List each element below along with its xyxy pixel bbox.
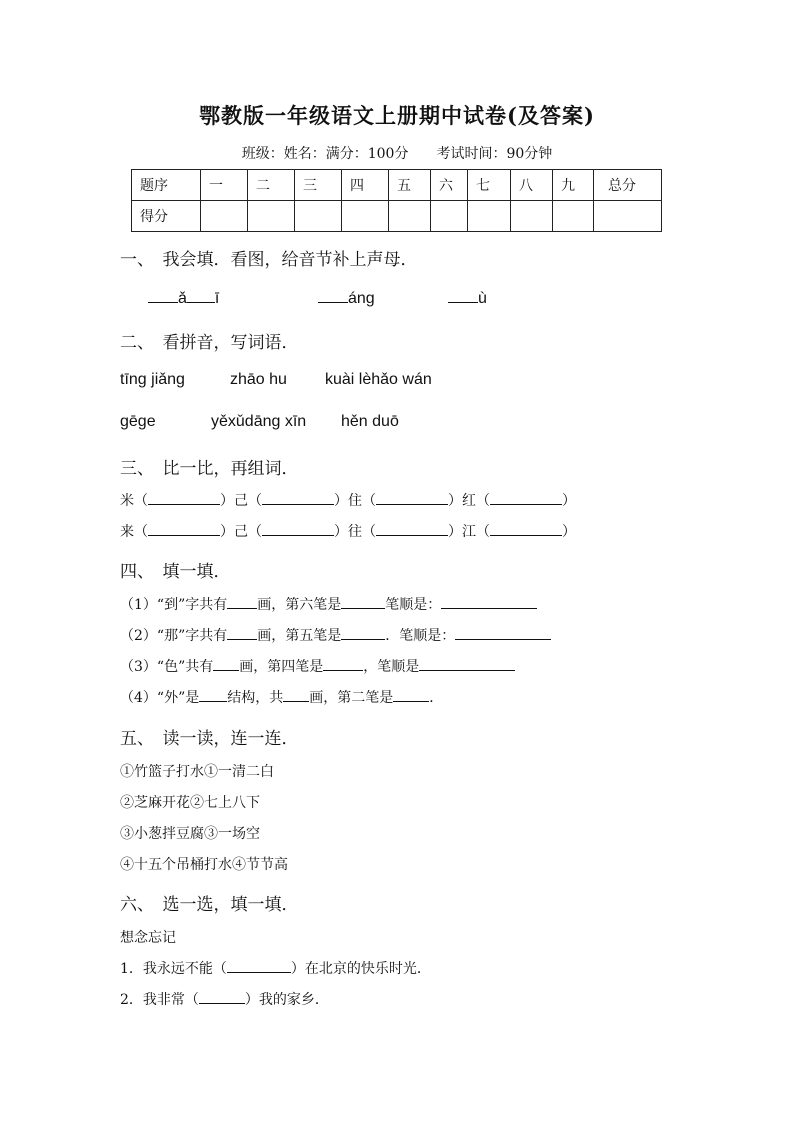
- answer-blank[interactable]: [213, 656, 239, 671]
- match-line: ③小葱拌豆腐③一场空: [120, 826, 260, 842]
- header-cell: 四: [342, 170, 389, 201]
- header-cell: 一: [201, 170, 248, 201]
- section-5-heading: 五、 读一读，连一连．: [120, 729, 299, 749]
- answer-blank[interactable]: [376, 490, 448, 505]
- answer-blank[interactable]: [448, 288, 478, 303]
- match-line: ④十五个吊桶打水④节节高: [120, 857, 288, 873]
- answer-blank[interactable]: [148, 521, 220, 536]
- answer-blank[interactable]: [341, 594, 385, 609]
- answer-blank[interactable]: [455, 625, 551, 640]
- answer-blank[interactable]: [227, 594, 257, 609]
- answer-blank[interactable]: [199, 687, 227, 702]
- header-cell: 六: [431, 170, 468, 201]
- section-1-item: áng: [318, 288, 375, 308]
- fill-line: （1）“到”字共有 画，第六笔是 笔顺是：: [120, 594, 537, 614]
- score-cell[interactable]: [389, 201, 431, 232]
- answer-blank[interactable]: [187, 288, 215, 303]
- answer-blank[interactable]: [148, 288, 178, 303]
- exam-info: 班级：姓名：满分：100分 考试时间：90分钟: [241, 146, 553, 162]
- score-cell[interactable]: [431, 201, 468, 232]
- section-1-item: ǎ ī: [148, 288, 219, 308]
- page-title: 鄂教版一年级语文上册期中试卷(及答案): [199, 103, 595, 128]
- answer-blank[interactable]: [148, 490, 220, 505]
- header-cell: 五: [389, 170, 431, 201]
- score-cell[interactable]: [553, 201, 594, 232]
- answer-blank[interactable]: [262, 490, 334, 505]
- header-cell: 题序: [132, 170, 201, 201]
- section-4-heading: 四、 填一填．: [120, 562, 231, 582]
- pinyin-word: hěn duō: [341, 413, 399, 430]
- section-1-heading: 一、 我会填．看图，给音节补上声母．: [120, 250, 418, 270]
- score-cell[interactable]: [511, 201, 553, 232]
- header-cell: 二: [248, 170, 295, 201]
- answer-blank[interactable]: [490, 490, 562, 505]
- answer-blank[interactable]: [227, 625, 257, 640]
- answer-blank[interactable]: [341, 625, 385, 640]
- section-6-heading: 六、 选一选，填一填．: [120, 895, 299, 915]
- answer-blank[interactable]: [490, 521, 562, 536]
- header-cell: 三: [295, 170, 342, 201]
- answer-blank[interactable]: [419, 656, 515, 671]
- pinyin-word: gēge: [120, 413, 156, 430]
- section-2-heading: 二、 看拼音，写词语．: [120, 333, 299, 353]
- section-3-heading: 三、 比一比，再组词．: [120, 459, 299, 479]
- pinyin-word: yěxǔdāng xīn: [211, 413, 307, 430]
- header-cell: 七: [468, 170, 511, 201]
- score-cell[interactable]: [468, 201, 511, 232]
- score-cell[interactable]: [201, 201, 248, 232]
- fill-line: （3）“色”共有 画，第四笔是 ，笔顺是: [120, 656, 515, 676]
- score-cell[interactable]: [248, 201, 295, 232]
- score-cell[interactable]: [342, 201, 389, 232]
- score-table: [131, 169, 662, 232]
- header-cell: 总分: [594, 170, 662, 201]
- word-bank: 想念忘记: [120, 930, 176, 946]
- answer-blank[interactable]: [376, 521, 448, 536]
- answer-blank[interactable]: [262, 521, 334, 536]
- match-line: ①竹篮子打水①一清二白: [120, 764, 274, 780]
- score-table-header-row: [132, 170, 662, 201]
- row-label: 得分: [132, 201, 201, 232]
- pinyin-word: kuài lèhǎo wán: [325, 371, 432, 388]
- pinyin-word: zhāo hu: [230, 371, 287, 388]
- fill-line: （4）“外”是 结构，共 画，第二笔是 ．: [120, 687, 443, 707]
- header-cell: 九: [553, 170, 594, 201]
- fill-line: （2）“那”字共有 画，第五笔是 ．笔顺是：: [120, 625, 551, 645]
- answer-blank[interactable]: [199, 989, 245, 1004]
- score-table-score-row: [132, 201, 662, 232]
- answer-blank[interactable]: [323, 656, 363, 671]
- question-1: 1．我永远不能（ ）在北京的快乐时光．: [120, 958, 431, 978]
- answer-blank[interactable]: [283, 687, 309, 702]
- compare-row-1: 米（ ）己（ ）住（ ）红（ ）: [120, 490, 576, 510]
- compare-row-2: 来（ ）己（ ）往（ ）江（ ）: [120, 521, 576, 541]
- section-1-item: ù: [448, 288, 487, 308]
- score-cell[interactable]: [295, 201, 342, 232]
- question-2: 2．我非常（ ）我的家乡．: [120, 989, 329, 1009]
- answer-blank[interactable]: [441, 594, 537, 609]
- match-line: ②芝麻开花②七上八下: [120, 795, 260, 811]
- answer-blank[interactable]: [318, 288, 348, 303]
- score-cell[interactable]: [594, 201, 662, 232]
- answer-blank[interactable]: [227, 958, 291, 973]
- pinyin-word: tīng jiǎng: [120, 371, 185, 388]
- header-cell: 八: [511, 170, 553, 201]
- answer-blank[interactable]: [393, 687, 429, 702]
